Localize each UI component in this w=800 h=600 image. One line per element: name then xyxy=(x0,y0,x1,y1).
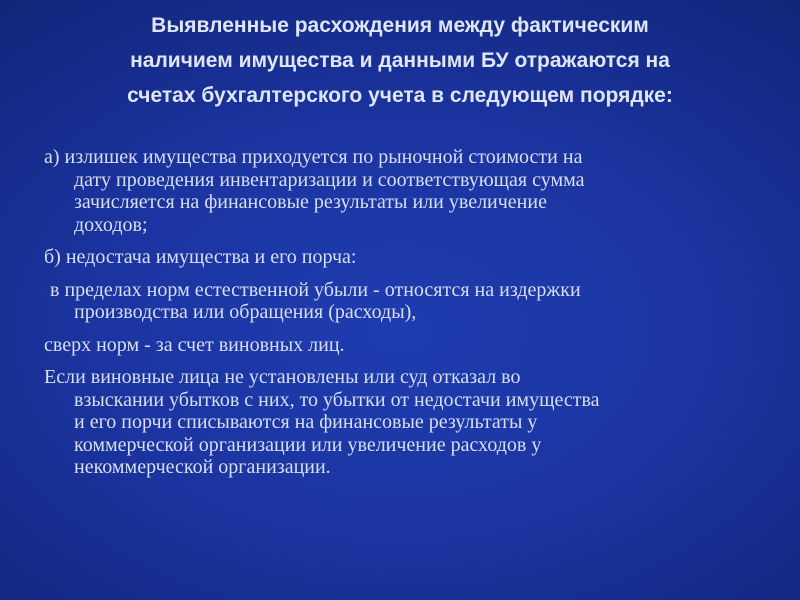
text-line: некоммерческой организации. xyxy=(74,456,331,478)
text-line: взыскании убытков с них, то убытки от недостачи имущества xyxy=(74,388,600,411)
text-line: зачисляется на финансовые результаты или увеличение xyxy=(74,191,547,213)
paragraph-surplus xyxy=(44,146,784,236)
slide-title xyxy=(60,8,740,113)
slide-body xyxy=(44,146,784,489)
paragraph-above-norms xyxy=(44,334,784,357)
slide-title-line: наличием имущества и данными БУ отражаются на xyxy=(130,49,670,72)
text-line: а) излишек имущества приходуется по рыночной стоимости на xyxy=(44,146,583,168)
paragraph-within-norms xyxy=(44,279,784,324)
text-line: производства или обращения (расходы), xyxy=(74,301,417,323)
text-line: дату проведения инвентаризации и соответствующая сумма xyxy=(74,168,585,191)
text-line: Если виновные лица не установлены или суд отказал во xyxy=(44,366,521,388)
text-line: в пределах норм естественной убыли - относятся на издержки xyxy=(50,278,581,301)
text-line: коммерческой организации или увеличение расходов у xyxy=(74,433,542,456)
slide-title-line: счетах бухгалтерского учета в следующем порядке: xyxy=(127,84,673,107)
slide-title-line: Выявленные расхождения между фактическим xyxy=(151,14,649,37)
text-line: и его порчи списываются на финансовые результаты у xyxy=(74,411,538,433)
paragraph-shortage xyxy=(44,246,784,269)
text-line: б) недостача имущества и его порча: xyxy=(44,246,357,268)
text-line: сверх норм - за счет виновных лиц. xyxy=(44,333,345,356)
paragraph-culprits xyxy=(44,366,784,479)
text-line: доходов; xyxy=(74,213,148,236)
